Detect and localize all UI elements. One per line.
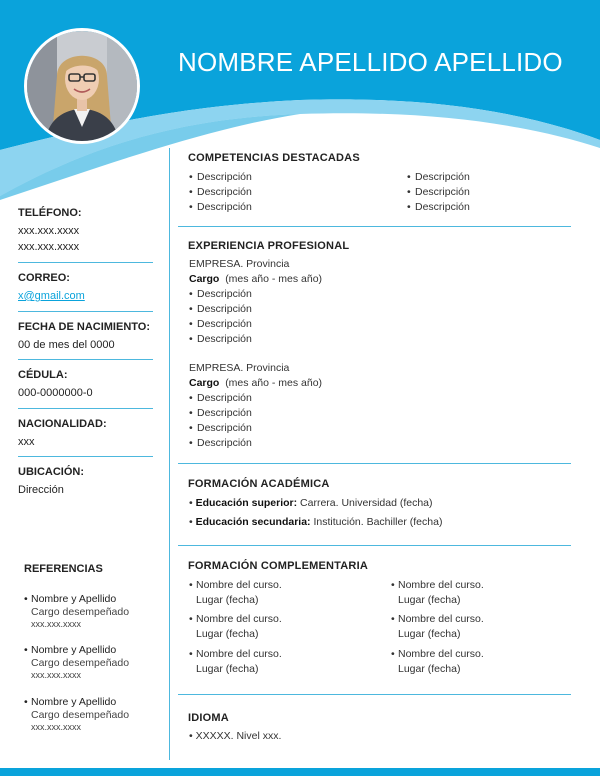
- reference-item: • Nombre y Apellido Cargo desempeñado xxx.xxx.xxxx: [24, 696, 164, 732]
- phone-section: [18, 207, 153, 255]
- course-item: • Nombre del curso. Lugar (fecha): [391, 613, 484, 640]
- references-title: REFERENCIAS: [24, 563, 103, 575]
- job-company: EMPRESA. Provincia: [189, 258, 290, 270]
- separator: [178, 226, 571, 227]
- separator: [18, 262, 153, 263]
- profile-photo: [24, 28, 140, 144]
- job-item: Descripción: [197, 407, 252, 419]
- separator: [178, 694, 571, 695]
- separator: [18, 359, 153, 360]
- job-company: EMPRESA. Provincia: [189, 362, 290, 374]
- location-label: UBICACIÓN:: [18, 466, 84, 478]
- reference-role: Cargo desempeñado: [31, 657, 130, 669]
- birth-value: 00 de mes del 0000: [18, 339, 115, 351]
- reference-phone: xxx.xxx.xxxx: [31, 670, 82, 680]
- phone-value-1: xxx.xxx.xxxx: [18, 225, 80, 237]
- language-value: XXXXX. Nivel xxx.: [195, 730, 282, 742]
- language-title: IDIOMA: [188, 712, 229, 724]
- course-item: • Nombre del curso. Lugar (fecha): [391, 648, 484, 675]
- competencies-title: COMPETENCIAS DESTACADAS: [188, 152, 360, 164]
- competency-item: Descripción: [415, 171, 470, 183]
- reference-name: Nombre y Apellido: [31, 644, 117, 656]
- separator: [18, 311, 153, 312]
- job-item: Descripción: [197, 422, 252, 434]
- id-label: CÉDULA:: [18, 369, 68, 381]
- job-dates: (mes año - mes año): [225, 273, 323, 285]
- reference-phone: xxx.xxx.xxxx: [31, 619, 82, 629]
- course-item: • Nombre del curso. Lugar (fecha): [189, 579, 282, 606]
- footer-bar: [0, 768, 600, 776]
- separator: [178, 463, 571, 464]
- phone-value-2: xxx.xxx.xxxx: [18, 241, 80, 253]
- course-name: Nombre del curso.: [398, 648, 484, 660]
- education-title: FORMACIÓN ACADÉMICA: [188, 478, 330, 490]
- education-detail: Institución. Bachiller (fecha): [313, 516, 443, 528]
- separator: [178, 545, 571, 546]
- courses-title: FORMACIÓN COMPLEMENTARIA: [188, 560, 368, 572]
- separator: [18, 408, 153, 409]
- education-level: Educación secundaria:: [195, 516, 311, 528]
- course-item: • Nombre del curso. Lugar (fecha): [189, 648, 282, 675]
- reference-name: Nombre y Apellido: [31, 593, 117, 605]
- job-entry: EMPRESA. Provincia Cargo (mes año - mes año) • Descripción • Descripción • Descripción • Descripción: [189, 362, 323, 449]
- course-name: Nombre del curso.: [398, 613, 484, 625]
- phone-label: TELÉFONO:: [18, 207, 82, 219]
- location-section: [18, 466, 153, 498]
- reference-phone: xxx.xxx.xxxx: [31, 722, 82, 732]
- column-divider: [169, 148, 170, 760]
- competency-item: Descripción: [415, 186, 470, 198]
- education-detail: Carrera. Universidad (fecha): [300, 497, 433, 509]
- education-item: • Educación superior: Carrera. Universidad (fecha): [189, 497, 433, 509]
- job-item: Descripción: [197, 392, 252, 404]
- id-value: 000-0000000-0: [18, 387, 93, 399]
- course-place: Lugar (fecha): [196, 663, 259, 675]
- phone-values: [18, 223, 153, 255]
- location-value: Dirección: [18, 484, 64, 496]
- full-name: NOMBRE APELLIDO APELLIDO: [178, 47, 563, 77]
- competency-item: Descripción: [197, 171, 252, 183]
- education-level: Educación superior:: [195, 497, 298, 509]
- experience-title: EXPERIENCIA PROFESIONAL: [188, 240, 350, 252]
- competency-item: Descripción: [197, 186, 252, 198]
- course-place: Lugar (fecha): [398, 663, 461, 675]
- competency-item: Descripción: [415, 201, 470, 213]
- course-place: Lugar (fecha): [398, 628, 461, 640]
- reference-role: Cargo desempeñado: [31, 606, 130, 618]
- email-label: CORREO:: [18, 272, 70, 284]
- nationality-label: NACIONALIDAD:: [18, 418, 107, 430]
- job-role: Cargo: [189, 273, 220, 285]
- job-item: Descripción: [197, 318, 252, 330]
- reference-item: • Nombre y Apellido Cargo desempeñado xxx.xxx.xxxx: [24, 593, 164, 629]
- course-name: Nombre del curso.: [196, 613, 282, 625]
- competencies-left: • Descripción • Descripción • Descripción: [189, 171, 252, 213]
- birth-section: [18, 321, 153, 353]
- competencies-right: • Descripción • Descripción • Descripción: [407, 171, 470, 213]
- job-item: Descripción: [197, 437, 252, 449]
- course-item: • Nombre del curso. Lugar (fecha): [189, 613, 282, 640]
- course-name: Nombre del curso.: [196, 648, 282, 660]
- job-entry: EMPRESA. Provincia Cargo (mes año - mes año) • Descripción • Descripción • Descripción • Descripción: [189, 258, 323, 345]
- course-item: • Nombre del curso. Lugar (fecha): [391, 579, 484, 606]
- job-dates: (mes año - mes año): [225, 377, 323, 389]
- competency-item: Descripción: [197, 201, 252, 213]
- course-place: Lugar (fecha): [398, 594, 461, 606]
- course-place: Lugar (fecha): [196, 594, 259, 606]
- job-role: Cargo: [189, 377, 220, 389]
- job-item: Descripción: [197, 333, 252, 345]
- separator: [18, 456, 153, 457]
- job-item: Descripción: [197, 303, 252, 315]
- email-section: [18, 272, 153, 304]
- reference-item: • Nombre y Apellido Cargo desempeñado xxx.xxx.xxxx: [24, 644, 164, 680]
- course-place: Lugar (fecha): [196, 628, 259, 640]
- course-name: Nombre del curso.: [196, 579, 282, 591]
- education-item: • Educación secundaria: Institución. Bachiller (fecha): [189, 516, 443, 528]
- reference-role: Cargo desempeñado: [31, 709, 130, 721]
- job-item: Descripción: [197, 288, 252, 300]
- birth-label: FECHA DE NACIMIENTO:: [18, 321, 150, 333]
- profile-photo-icon: [27, 31, 137, 141]
- id-section: [18, 369, 153, 401]
- nationality-value: xxx: [18, 436, 35, 448]
- course-name: Nombre del curso.: [398, 579, 484, 591]
- email-link[interactable]: x@gmail.com: [18, 290, 85, 302]
- nationality-section: [18, 418, 153, 450]
- language-item: • XXXXX. Nivel xxx.: [189, 730, 282, 742]
- reference-name: Nombre y Apellido: [31, 696, 117, 708]
